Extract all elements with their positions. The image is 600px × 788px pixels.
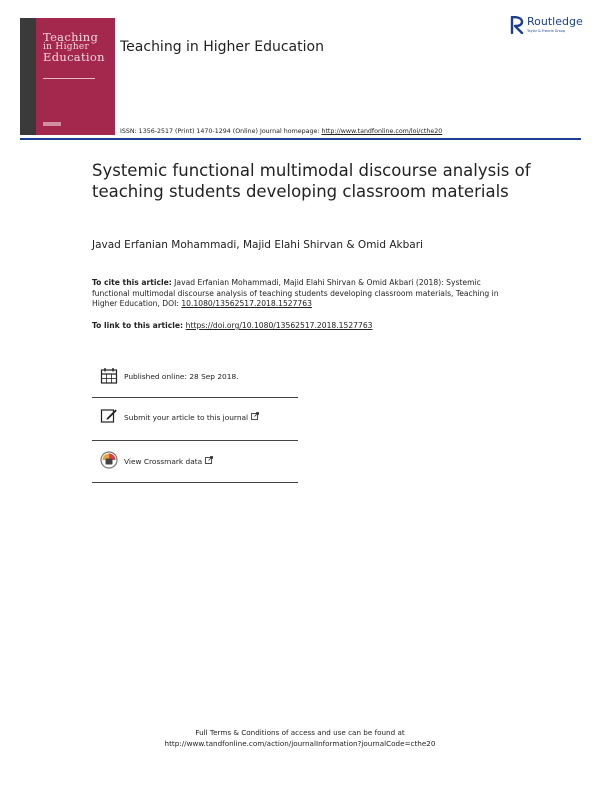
journal-homepage-link[interactable]: http://www.tandfonline.com/loi/cthe20 xyxy=(321,128,443,135)
submit-article-link[interactable] xyxy=(124,412,259,422)
submit-article-label: Submit your article to this journal xyxy=(124,413,249,422)
published-date: Published online: 28 Sep 2018. xyxy=(124,372,239,381)
info-divider xyxy=(92,440,298,441)
external-link-icon xyxy=(205,456,213,464)
header-divider xyxy=(20,138,581,140)
routledge-logo-icon xyxy=(509,16,525,34)
crossmark-link[interactable] xyxy=(124,456,213,466)
citation-block xyxy=(92,278,512,310)
cover-rule xyxy=(43,78,95,79)
article-link-line xyxy=(92,321,372,330)
info-divider xyxy=(92,482,298,483)
article-authors: Javad Erfanian Mohammadi, Majid Elahi Shirvan & Omid Akbari xyxy=(92,239,423,251)
cover-title-line: Teaching xyxy=(43,30,99,44)
journal-cover-image xyxy=(20,18,115,135)
cover-band xyxy=(20,18,36,135)
edit-icon xyxy=(100,407,118,425)
publisher-name: Routledge xyxy=(527,15,583,28)
crossmark-icon xyxy=(100,451,118,469)
cover-title-line: in Higher xyxy=(43,42,90,52)
doi-link[interactable]: 10.1080/13562517.2018.1527763 xyxy=(181,299,312,308)
issn-line xyxy=(120,128,442,135)
issn-text: ISSN: 1356-2517 (Print) 1470-1294 (Online) Journal homepage: xyxy=(120,128,322,135)
link-label: To link to this article: xyxy=(92,321,186,330)
cover-title-line: Education xyxy=(43,50,105,64)
crossmark-label: View Crossmark data xyxy=(124,457,203,466)
citation-label: To cite this article: xyxy=(92,278,172,287)
article-title: Systemic functional multimodal discourse analysis of teaching students developing classroom materials xyxy=(92,161,531,201)
citation-text: Javad Erfanian Mohammadi, Majid Elahi Shirvan & Omid Akbari (2018): Systemic functional multimodal discourse analysis of teaching students developing classroom materials, Teaching in Higher Education, DOI: xyxy=(92,278,499,308)
publisher-tagline: Taylor & Francis Group xyxy=(527,29,566,33)
footer-terms-link[interactable]: http://www.tandfonline.com/action/journalInformation?journalCode=cthe20 xyxy=(164,739,436,748)
journal-title: Teaching in Higher Education xyxy=(120,39,324,55)
footer-terms: Full Terms & Conditions of access and use can be found at xyxy=(195,728,405,737)
cover-publisher-mark xyxy=(43,122,61,126)
footer xyxy=(0,727,600,749)
info-divider xyxy=(92,397,298,398)
cover-title xyxy=(43,32,113,62)
calendar-icon xyxy=(100,367,118,385)
article-url-link[interactable]: https://doi.org/10.1080/13562517.2018.1527763 xyxy=(185,321,373,330)
external-link-icon xyxy=(251,412,259,420)
